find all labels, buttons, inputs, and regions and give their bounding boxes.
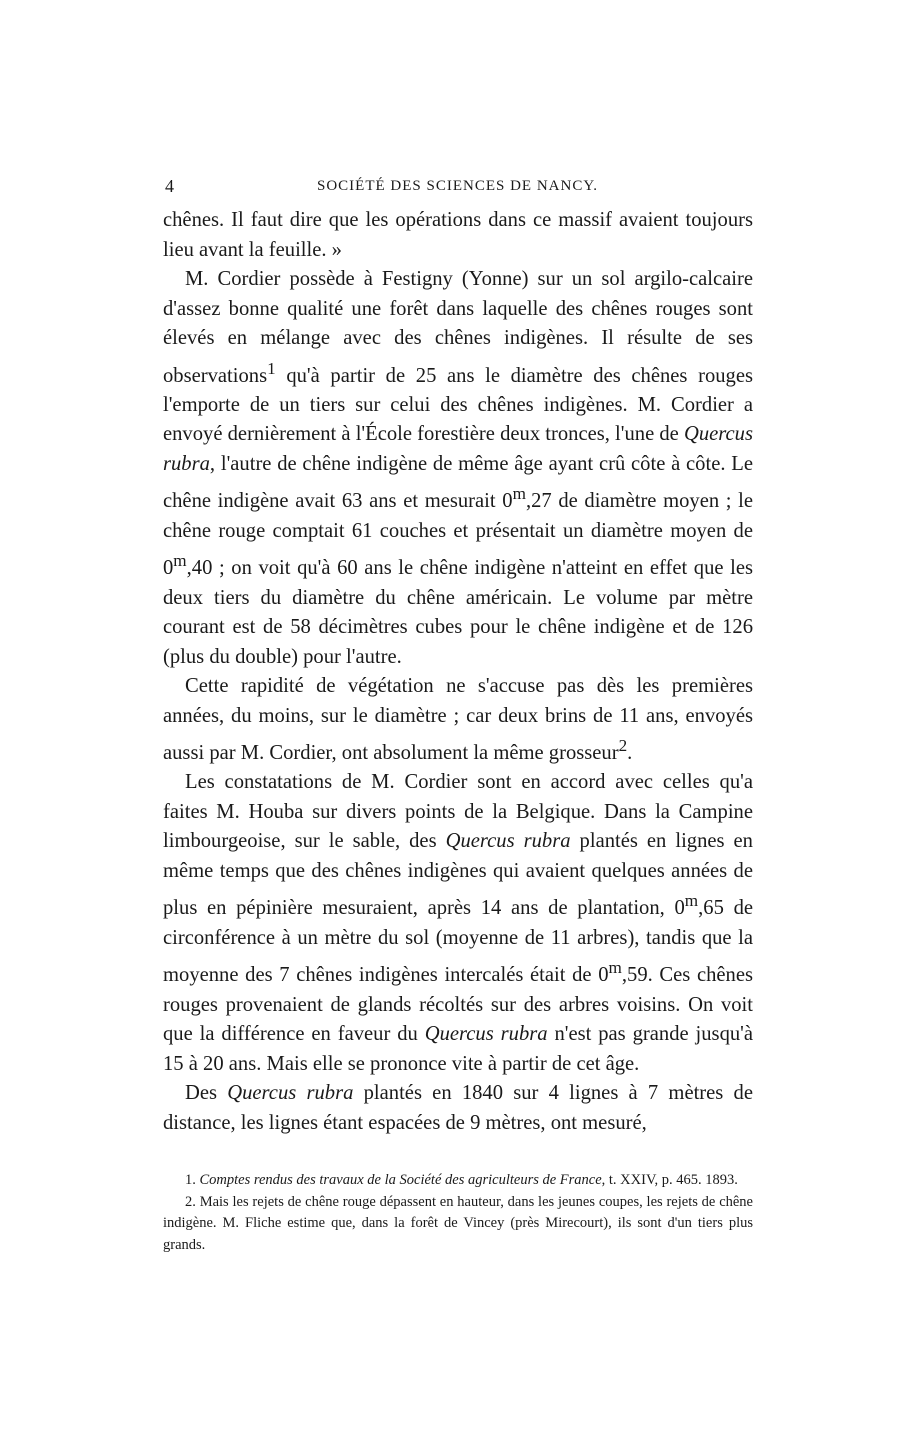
text-run: Cette rapidité de végétation ne s'accuse pas dès les premières années, du moins, sur le diamètre ; car deux brins de 11 ans, envoyés aussi par M. Cordier, ont absolument la même grosseur xyxy=(163,675,753,764)
body-text xyxy=(163,206,753,1138)
species-name: Quercus rubra xyxy=(424,1023,548,1046)
text-run: , t. XXIV, p. 465. 1893. xyxy=(601,1172,738,1188)
paragraph-1 xyxy=(163,206,753,265)
page-header xyxy=(165,176,751,200)
text-run: plantés en lignes en même temps que des chênes indigènes qui avaient quelques années de plus en pépinière mesuraient, après 14 ans de plantation, 0 xyxy=(163,830,753,920)
footnote-2 xyxy=(163,1192,753,1257)
running-title: SOCIÉTÉ DES SCIENCES DE NANCY. xyxy=(317,178,598,194)
text-run: ,40 ; on voit qu'à 60 ans le chêne indigène n'atteint en effet que les deux tiers du diamètre du chêne américain. Le volume par mètre courant est de 58 décimètres cubes pour le chêne indigène et de 126 (plus du double) pour l'autre. xyxy=(163,557,753,668)
footnote-ref-1: 1 xyxy=(267,358,276,378)
footnote-source-title: Comptes rendus des travaux de la Société des agriculteurs de France xyxy=(199,1172,602,1188)
paragraph-5 xyxy=(163,1079,753,1138)
text-run: Les constatations de M. Cordier sont en accord avec celles qu'a faites M. Houba sur divers points de la Belgique. Dans la Campine limbourgeoise, sur le sable, des xyxy=(163,771,753,853)
text-run: ,65 de circonférence à un mètre du sol (moyenne de 11 arbres), tandis que la moyenne des 7 chênes indigènes intercalés était de 0 xyxy=(163,897,754,987)
text-run: , l'autre de chêne indigène de même âge ayant crû côte à côte. Le chêne indigène avait 63 ans et mesurait 0 xyxy=(163,452,753,513)
text-run: M. Cordier possède à Festigny (Yonne) sur un sol argilo-calcaire d'assez bonne qualité une forêt dans laquelle des chênes rouges sont élevés en mélange avec des chênes indigènes. Il résulte de ses observations xyxy=(163,268,753,387)
paragraph-4 xyxy=(163,768,753,1079)
footnote-ref-2: 2 xyxy=(618,736,628,756)
text-run: ,27 de diamètre moyen ; le chêne rouge comptait 61 couches et présentait un diamètre moyen de 0 xyxy=(163,490,754,580)
page-number: 4 xyxy=(165,176,175,196)
species-name: Quercus rubra xyxy=(445,830,571,853)
unit-superscript: m xyxy=(684,891,699,911)
paragraph-2 xyxy=(163,265,753,672)
unit-superscript: m xyxy=(173,551,187,571)
text-run: ,59. Ces chênes rouges provenaient de glands récoltés sur des arbres voisins. On voit que la différence en faveur du xyxy=(163,964,753,1046)
species-name: Quercus rubra xyxy=(227,1082,354,1105)
text-run: 2. Mais les rejets de chêne rouge dépassent en hauteur, dans les jeunes coupes, les rejets de chêne indigène. M. Fliche estime que, dans la forêt de Vincey (près Mirecourt), ils sont d'un tiers plus grands. xyxy=(163,1193,753,1253)
text-run: n'est pas grande jusqu'à 15 à 20 ans. Mais elle se prononce vite à partir de cet âge. xyxy=(163,1023,754,1075)
footnote-1 xyxy=(163,1170,753,1192)
text-run: chênes. Il faut dire que les opérations dans ce massif avaient toujours lieu avant la feuille. » xyxy=(163,209,753,261)
text-run: . xyxy=(627,741,633,764)
text-run: Des xyxy=(185,1082,228,1105)
unit-superscript: m xyxy=(512,484,526,504)
footnotes xyxy=(163,1170,753,1256)
species-name: Quercus rubra xyxy=(163,423,753,475)
text-run: plantés en 1840 sur 4 lignes à 7 mètres de distance, les lignes étant espacées de 9 mètres, ont mesuré, xyxy=(163,1082,753,1134)
unit-superscript: m xyxy=(608,958,622,978)
text-run: qu'à partir de 25 ans le diamètre des chênes rouges l'emporte de un tiers sur celui des chênes indigènes. M. Cordier a envoyé dernièrement à l'École forestière deux tronces, l'une de xyxy=(163,364,753,446)
footnote-number: 1. xyxy=(185,1172,200,1188)
paragraph-3 xyxy=(163,672,753,768)
